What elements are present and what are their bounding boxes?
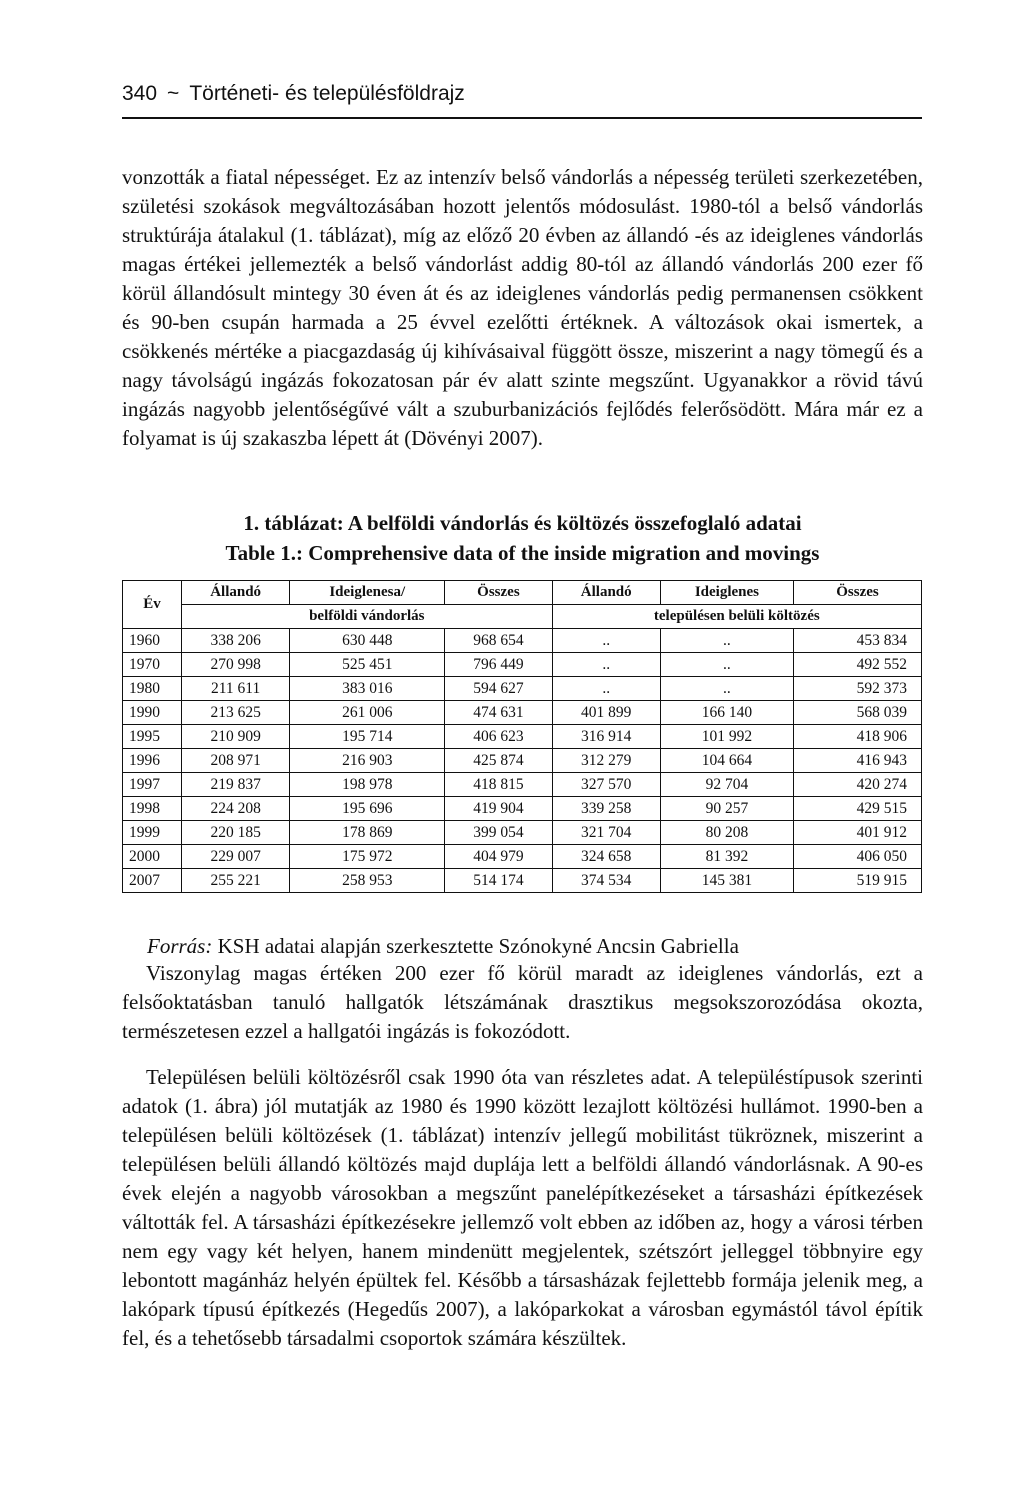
year-cell: 1999: [123, 821, 182, 845]
table-row: [123, 653, 922, 677]
value-cell: 568 039: [794, 701, 922, 725]
page-number: 340: [122, 82, 158, 105]
value-cell: ..: [552, 677, 660, 701]
value-cell: 258 953: [290, 869, 445, 893]
table-caption-hungarian: 1. táblázat: A belföldi vándorlás és költözés összefoglaló adatai: [243, 511, 802, 535]
table-row: [123, 797, 922, 821]
value-cell: 145 381: [660, 869, 793, 893]
header-col: Ideiglenesa/: [290, 581, 445, 605]
value-cell: 327 570: [552, 773, 660, 797]
value-cell: 198 978: [290, 773, 445, 797]
value-cell: 219 837: [182, 773, 290, 797]
paragraph-3: Településen belüli költözésről csak 1990 óta van részletes adat. A településtípusok szerinti adatok (1. ábra) jól mutatják az 1980 és 1990 között lezajlott költözési hullámot. 1990-ben a településen belüli költözések (1. táblázat) intenzív jellegű mobilitást tükröznek, miszerint a településen belüli állandó költözés majd duplája lett a belföldi állandó vándorlásnak. A 90-es évek elején a nagyobb városokban a megszűnt panelépítkezéseket a társasházi építkezések váltották fel. A társasházi építkezésekre jellemző volt ebben az időben az, hogy a városi térben nem egy vagy két helyen, hanem mindenütt megjelentek, szétszórt jelleggel többnyire egy lebontott magánház helyén épültek fel. Később a társasházak fejlettebb formája jelenik meg, a lakópark típusú építkezés (Hegedűs 2007), a lakóparkokat a városban egymástól távol építik fel, és a tehetősebb társadalmi csoportok számára készültek.: [122, 1065, 923, 1350]
value-cell: 594 627: [445, 677, 552, 701]
header-col: Állandó: [552, 581, 660, 605]
year-cell: 1997: [123, 773, 182, 797]
source-text: KSH adatai alapján szerkesztette Szónokyné Ancsin Gabriella: [217, 934, 739, 958]
value-cell: ..: [660, 677, 793, 701]
value-cell: 92 704: [660, 773, 793, 797]
value-cell: 81 392: [660, 845, 793, 869]
value-cell: 324 658: [552, 845, 660, 869]
year-cell: 1960: [123, 629, 182, 653]
value-cell: 453 834: [794, 629, 922, 653]
value-cell: 404 979: [445, 845, 552, 869]
value-cell: 592 373: [794, 677, 922, 701]
value-cell: 220 185: [182, 821, 290, 845]
migration-table: [122, 580, 922, 893]
value-cell: 401 912: [794, 821, 922, 845]
value-cell: 229 007: [182, 845, 290, 869]
value-cell: 261 006: [290, 701, 445, 725]
value-cell: 418 906: [794, 725, 922, 749]
value-cell: 492 552: [794, 653, 922, 677]
value-cell: 195 714: [290, 725, 445, 749]
value-cell: 224 208: [182, 797, 290, 821]
value-cell: 968 654: [445, 629, 552, 653]
value-cell: 420 274: [794, 773, 922, 797]
table-row: [123, 773, 922, 797]
value-cell: 419 904: [445, 797, 552, 821]
value-cell: 208 971: [182, 749, 290, 773]
value-cell: ..: [660, 629, 793, 653]
table-row: [123, 677, 922, 701]
value-cell: ..: [552, 653, 660, 677]
table-row: [123, 845, 922, 869]
value-cell: ..: [660, 653, 793, 677]
value-cell: 338 206: [182, 629, 290, 653]
paragraph-1: vonzották a fiatal népességet. Ez az intenzív belső vándorlás a népesség területi szerkezetében, születési szokások megváltozásában hozott jelentős módosulást. 1980-tól a belső vándorlás struktúrája átalakul (1. táblázat), míg az előző 20 évben az állandó -és az ideiglenes vándorlás magas értékei jellemezték a belső vándorlást addig 80-tól az állandó vándorlás 200 ezer fő körül állandósult mintegy 30 éven át és az ideiglenes vándorlás pedig permanensen csökkent és 90-ben csupán harmada a 25 évvel ezelőtti értéknek. A változások okai ismertek, a csökkenés mértéke a piacgazdaság új kihívásaival függött össze, miszerint a nagy tömegű és a nagy távolságú ingázás fokozatosan pár év alatt szinte megszűnt. Ugyanakkor a rövid távú ingázás nagyobb jelentőségűvé vált a szuburbanizációs fejlődés felerősödött. Mára már ez a folyamat is új szakaszba lépett át (Dövényi 2007).: [122, 165, 923, 450]
value-cell: 519 915: [794, 869, 922, 893]
table-body: [123, 629, 922, 893]
header-year: Év: [123, 581, 182, 629]
value-cell: 255 221: [182, 869, 290, 893]
value-cell: 213 625: [182, 701, 290, 725]
value-cell: 270 998: [182, 653, 290, 677]
year-cell: 1990: [123, 701, 182, 725]
table-group-row: [123, 605, 922, 629]
value-cell: 514 174: [445, 869, 552, 893]
value-cell: 175 972: [290, 845, 445, 869]
value-cell: 383 016: [290, 677, 445, 701]
value-cell: 321 704: [552, 821, 660, 845]
table-row: [123, 629, 922, 653]
table-row: [123, 701, 922, 725]
value-cell: 178 869: [290, 821, 445, 845]
year-cell: 2000: [123, 845, 182, 869]
value-cell: 525 451: [290, 653, 445, 677]
running-head: [122, 80, 922, 108]
table-caption-english: Table 1.: Comprehensive data of the inside migration and movings: [225, 541, 820, 565]
separator: ~: [167, 82, 180, 105]
year-cell: 1980: [123, 677, 182, 701]
header-col: Ideiglenes: [660, 581, 793, 605]
header-col: Összes: [445, 581, 552, 605]
value-cell: 406 050: [794, 845, 922, 869]
value-cell: 374 534: [552, 869, 660, 893]
value-cell: 630 448: [290, 629, 445, 653]
value-cell: 101 992: [660, 725, 793, 749]
value-cell: 796 449: [445, 653, 552, 677]
source-note: [147, 932, 739, 961]
year-cell: 1996: [123, 749, 182, 773]
value-cell: ..: [552, 629, 660, 653]
header-rule: [122, 117, 922, 119]
source-label: Forrás:: [147, 934, 213, 958]
value-cell: 418 815: [445, 773, 552, 797]
value-cell: 416 943: [794, 749, 922, 773]
value-cell: 474 631: [445, 701, 552, 725]
value-cell: 90 257: [660, 797, 793, 821]
value-cell: 406 623: [445, 725, 552, 749]
table-row: [123, 869, 922, 893]
value-cell: 80 208: [660, 821, 793, 845]
table-header-row: [123, 581, 922, 605]
group-moving: településen belüli költözés: [552, 605, 921, 629]
value-cell: 104 664: [660, 749, 793, 773]
value-cell: 339 258: [552, 797, 660, 821]
value-cell: 166 140: [660, 701, 793, 725]
header-col: Összes: [794, 581, 922, 605]
value-cell: 312 279: [552, 749, 660, 773]
value-cell: 399 054: [445, 821, 552, 845]
value-cell: 425 874: [445, 749, 552, 773]
value-cell: 401 899: [552, 701, 660, 725]
value-cell: 210 909: [182, 725, 290, 749]
table-row: [123, 749, 922, 773]
table-row: [123, 821, 922, 845]
year-cell: 1998: [123, 797, 182, 821]
year-cell: 1970: [123, 653, 182, 677]
value-cell: 195 696: [290, 797, 445, 821]
year-cell: 1995: [123, 725, 182, 749]
table-row: [123, 725, 922, 749]
value-cell: 211 611: [182, 677, 290, 701]
group-migration: belföldi vándorlás: [182, 605, 553, 629]
value-cell: 316 914: [552, 725, 660, 749]
year-cell: 2007: [123, 869, 182, 893]
header-col: Állandó: [182, 581, 290, 605]
running-title: Történeti- és településföldrajz: [189, 82, 465, 105]
value-cell: 216 903: [290, 749, 445, 773]
value-cell: 429 515: [794, 797, 922, 821]
paragraph-2: Viszonylag magas értéken 200 ezer fő körül maradt az ideiglenes vándorlás, ezt a felsőoktatásban tanuló hallgatók létszámának drasztikus megsokszorozódása okozta, természetesen ezzel a hallgatói ingázás is fokozódott.: [122, 961, 923, 1043]
